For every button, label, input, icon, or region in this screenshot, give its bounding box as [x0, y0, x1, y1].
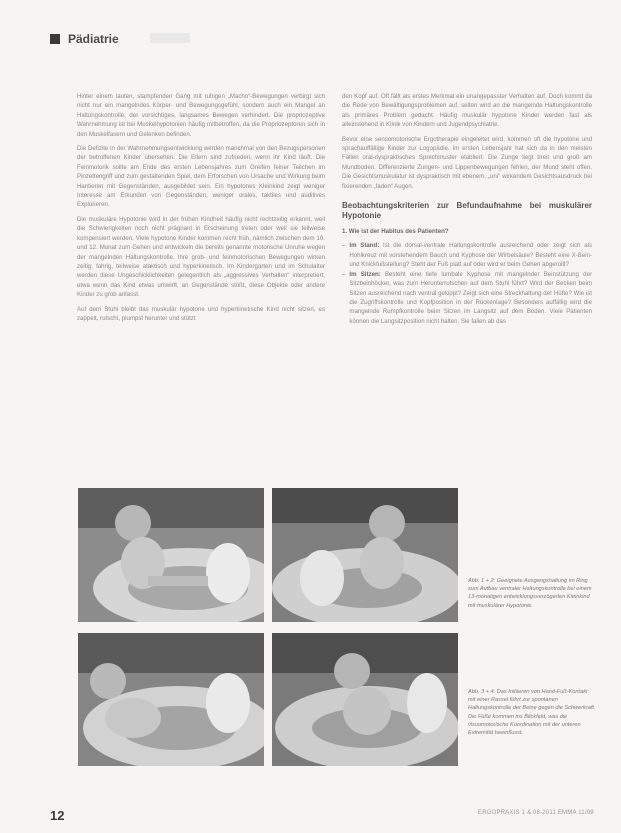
question-heading: 1. Wie ist der Habitus des Patienten? — [342, 228, 449, 236]
figure-caption: Abb. 3 + 4: Das Initiieren von Hand-Fuß-Kontakt mit einer Rassel führt zur spontanen Haltungskontrolle der Beine gegen die Schwerkraft. Die Füße kommen ins Blickfeld, was die visuomotorische Koordination mit der unteren Extremität beeinflusst. — [468, 689, 596, 737]
bullet-icon: – — [342, 242, 346, 250]
list-item — [342, 270, 592, 326]
photo-2 — [272, 488, 458, 622]
left-column — [77, 92, 325, 328]
paragraph: Die Defizite in der Wahrnehmungsentwicklung werden manchmal von den Bezugspersonen der betroffenen Kinder übersehen. Die Eltern sind zufrieden, wenn ihr Kind läuft. Die Feinmotorik sollte am Ende des ersten Lebensjahres zum Greifen feiner Teilchen im Pinzettengriff und zum gestaltenden Spiel, dem Erforschen von Ursache und Wirkung beim Hantieren mit Gegenständen, ausgebildet sein. Ein hypotones Kleinkind zeigt weniger Interesse am Erkunden von Gegenständen, weniger orales, taktiles und auditives Explorieren. — [77, 145, 325, 209]
bullet-text: Ist die dorsal-ventrale Haltungskontrolle ausreichend oder zeigt sich als Hohlkreuz mit vorstehendem Bauch und Kyphose der Wirbelsäule? Besteht eine X-Bein- und Knickfußstellung? Steht der Fuß platt auf oder wird er beim Gehen abgerollt? — [349, 242, 592, 269]
section-header — [50, 32, 119, 46]
section-title: Pädiatrie — [68, 32, 119, 46]
header-square-icon — [50, 34, 60, 44]
figure-caption: Abb. 1 + 2: Geeignete Ausgangshaltung im Ring zum Aufbau ventraler Haltungskontrolle bei einem 13-monatigen entwicklungsverzögerten Kleinkind mit muskulärer Hypotonie. — [468, 578, 592, 609]
header-decoration — [150, 33, 190, 43]
paragraph: Die muskuläre Hypotonie wird in der frühen Kindheit häufig nicht rechtzeitig erkannt, weil die Schwierigkeiten noch nicht prägnant in Erscheinung treten oder weil sie teilweise kompensiert werden. Viele hypotone Kinder kommen recht früh, nämlich zwischen dem 10. und 12. Monat zum Gehen und entwickeln die bereits genannte motorische Unruhe wegen der mangelnden Haltungskontrolle. Ihre grob- und feinmotorischen Bewegungen wirken zeitig, fahrig, teilweise ataktisch und hyperkinetisch. Im Kindergarten und im Schulalter werden diese Ungeschicklichkeiten gelegentlich als „aggressives Verhalten“ interpretiert, etwa wenn das Kind etwas umwirft, an Gegenstände stößt, diese Objekte oder andere Kinder zu grob anfasst. — [77, 215, 325, 299]
photo-1 — [78, 488, 264, 622]
paragraph: den Kopf auf. Oft fällt als erstes Merkmal ein unangepasster Verhalten auf. Doch kommt da die Rede von Bewältigungsproblemen auf, selten wird an die mangelnde Haltungskontrolle als primäres Problem gedacht. Häufig muskulär hypotone Kinder werden fast als alleinstehend in Klinik von Kindern und Jugendpsychiatrie. — [342, 93, 592, 129]
bullet-text: Besteht eine tiefe lumbale Kyphose mit mangelnder Beinstützung der Sitzbeinhöcker, was zum Herunterrutschen auf dem Stuhl führt? Wird der Becken beim Sitzen ausreichend nach ventral gekippt? Zeigt sich eine Streckhaltung der Hüfte? Wie ist die Zugriffskontrolle und Kopfposition in der Rückenlage? Besonders auffällig wird die mangelnde Rumpfkontrolle beim Sitzen im Langsitz auf dem Boden. Viele Patienten können die Langsitzposition nicht halten. Sie fallen ab das — [349, 270, 592, 325]
right-column — [342, 92, 592, 326]
bullet-label: Im Stand: — [349, 242, 380, 250]
bullet-icon: – — [342, 270, 346, 278]
bullet-label: Im Sitzen: — [349, 270, 381, 278]
paragraph: Auf dem Stuhl bleibt das muskulär hypotone und hyperkinetische Kind nicht sitzen, es zappelt, rutscht, plumpst herunter und stützt — [77, 305, 325, 322]
photo-3 — [78, 633, 264, 766]
page-number: 12 — [50, 808, 65, 823]
section-heading: Beobachtungskriterien zur Befundaufnahme bei muskulärer Hypotonie — [342, 201, 592, 221]
photo-4 — [272, 633, 458, 766]
list-item — [342, 241, 592, 269]
paragraph: Bevor eine sensomotorische Ergotherapie eingeleitet wird, kommen oft die hypotone und sprachauffällige Kinder zur Logopädie. Im ersten Lebensjahr hat sich da in den meisten Fällen oral-dyspraktisches Sprechmuster etabliert. Die Zunge liegt breit und groß am Mundboden. Differenzierte Zungen- und Lippenbewegungen fehlen, der Mund steht offen. Die Gesichtsmuskulatur ist dyspraktisch mit ebenem, „uni“ wirkendem Gesichtsausdruck bei fixierenden „faden“ Augen. — [342, 135, 592, 190]
paragraph: Hinter einem lauten, stampfenden Gang mit ruhigen „Macho“-Bewegungen verbirgt sich nicht nur ein mangelndes Körper- und Bewegungsgefühl, sondern auch ein Mangel an Haltungskontrolle, der vorsichtiges, langsames Bewegen verhindert. Die propriozeptive Wahrnehmung ist bei Muskelhypotonien häufig mitbetroffen, da die Propriozeptoren sich in den Muskelfasern und Gelenken befinden. — [77, 93, 325, 138]
footer-text: ERGOPRAXIS 1 & 08-2011 EMMA 11/09 — [478, 810, 594, 816]
